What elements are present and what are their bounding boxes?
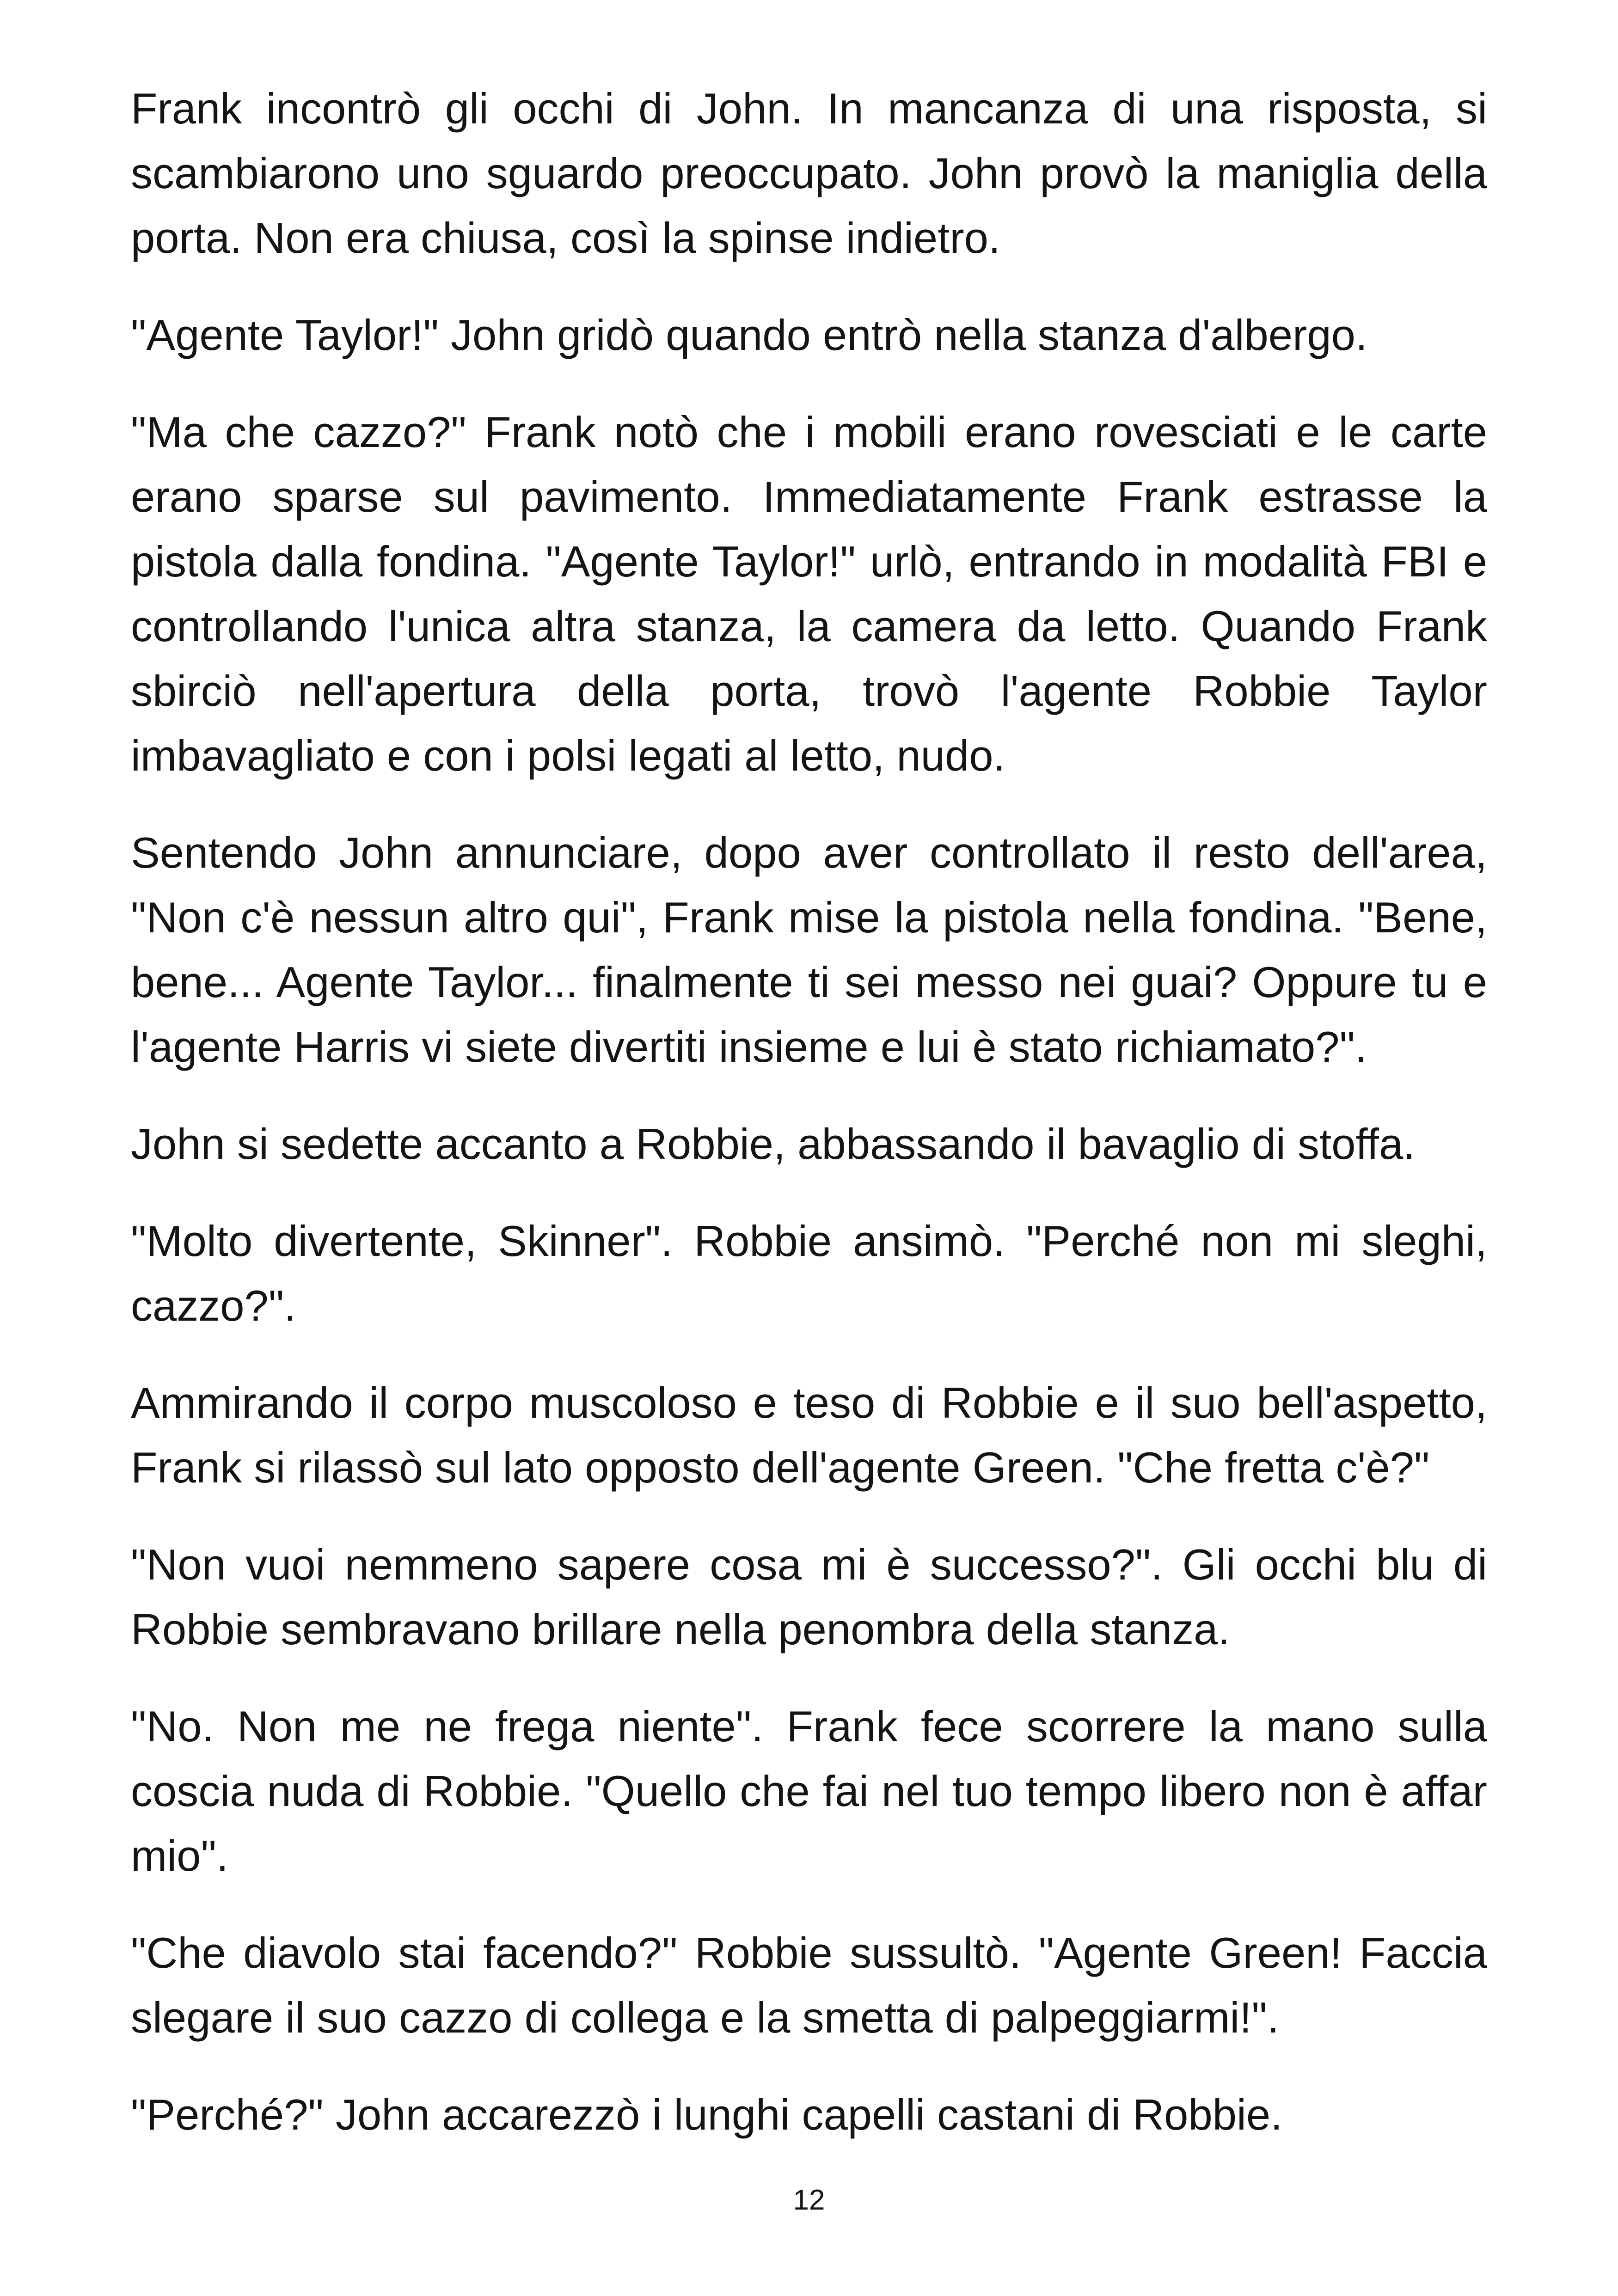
paragraph: "Ma che cazzo?" Frank notò che i mobili erano rovesciati e le carte erano sparse sul pavimento. Immediatamente Frank estrasse la pistola dalla fondina. "Agente Taylor!" urlò, entrando in modalità FBI e controllando l'unica altra stanza, la camera da letto. Quando Frank sbirciò nell'apertura della porta, trovò l'agente Robbie Taylor imbavagliato e con i polsi legati al letto, nudo.: [131, 408, 1487, 780]
paragraph: Ammirando il corpo muscoloso e teso di Robbie e il suo bell'aspetto, Frank si rilassò sul lato opposto dell'agente Green. "Che fretta c'è?": [131, 1378, 1487, 1492]
paragraph: John si sedette accanto a Robbie, abbassando il bavaglio di stoffa.: [131, 1120, 1416, 1168]
paragraph: "Non vuoi nemmeno sapere cosa mi è successo?". Gli occhi blu di Robbie sembravano brillare nella penombra della stanza.: [131, 1540, 1487, 1653]
paragraph: Sentendo John annunciare, dopo aver controllato il resto dell'area, "Non c'è nessun altro qui", Frank mise la pistola nella fondina. "Bene, bene... Agente Taylor... finalmente ti sei messo nei guai? Oppure tu e l'agente Harris vi siete divertiti insieme e lui è stato richiamato?".: [131, 828, 1487, 1071]
paragraph: "Che diavolo stai facendo?" Robbie sussultò. "Agente Green! Faccia slegare il suo cazzo di collega e la smetta di palpeggiarmi!".: [131, 1929, 1487, 2042]
paragraph: Frank incontrò gli occhi di John. In mancanza di una risposta, si scambiarono uno sguardo preoccupato. John provò la maniglia della porta. Non era chiusa, così la spinse indietro.: [131, 84, 1487, 262]
paragraph: "Molto divertente, Skinner". Robbie ansimò. "Perché non mi sleghi, cazzo?".: [131, 1217, 1487, 1330]
body-text: [131, 76, 1487, 2147]
paragraph: "Agente Taylor!" John gridò quando entrò nella stanza d'albergo.: [131, 311, 1368, 359]
paragraph: "No. Non me ne frega niente". Frank fece scorrere la mano sulla coscia nuda di Robbie. "Quello che fai nel tuo tempo libero non è affar mio".: [131, 1702, 1487, 1880]
page-number: 12: [793, 2184, 825, 2216]
paragraph: "Perché?" John accarezzò i lunghi capelli castani di Robbie.: [131, 2090, 1283, 2139]
